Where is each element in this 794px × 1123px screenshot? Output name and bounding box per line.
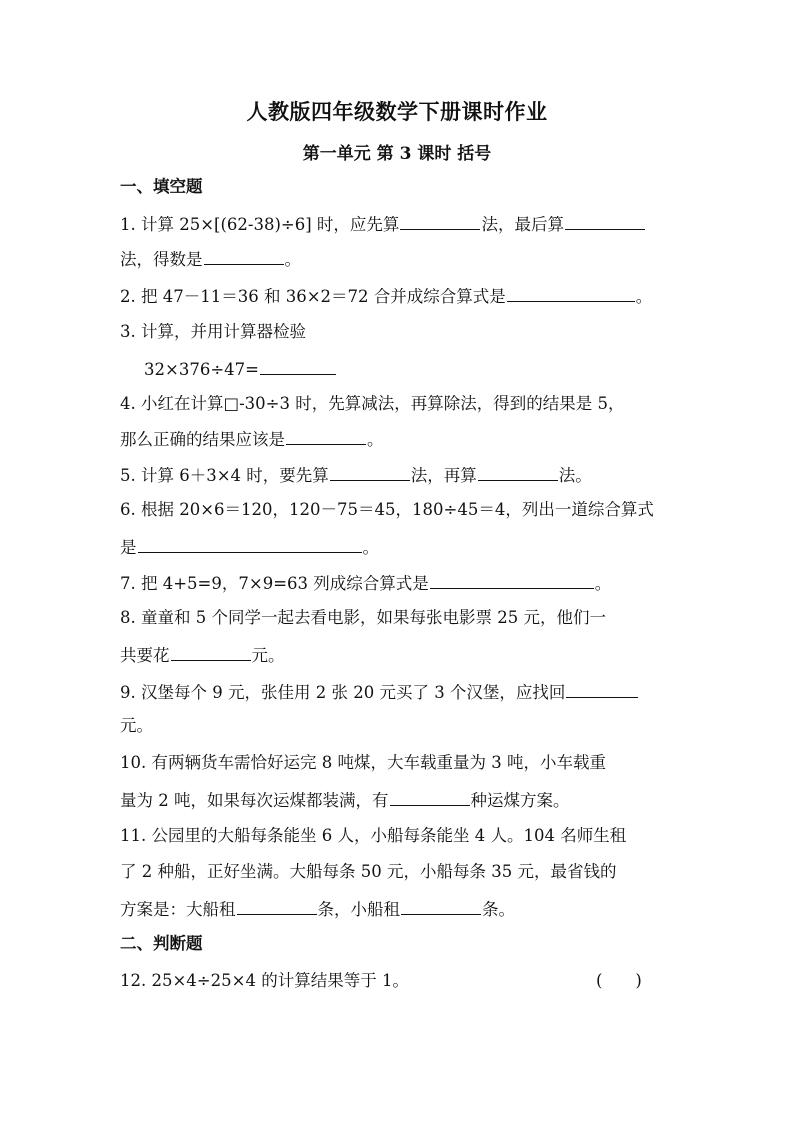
section-true-false: 二、判断题 xyxy=(120,934,203,953)
answer-blank[interactable] xyxy=(400,212,480,230)
question-5-text-a: 5. 计算 6＋3×4 时，要先算 xyxy=(120,466,329,485)
answer-blank[interactable] xyxy=(260,357,336,375)
question-4-text-a: 4. 小红在计算□-30÷3 时，先算减法，再算除法，得到的结果是 5， xyxy=(120,394,625,413)
question-3-line-2 xyxy=(144,357,337,381)
question-11-line-2 xyxy=(120,861,616,883)
question-6-line-1 xyxy=(120,499,654,521)
question-6-line-2 xyxy=(120,535,379,559)
question-8-line-2 xyxy=(120,643,285,667)
answer-blank[interactable] xyxy=(566,680,638,698)
question-8-line-1 xyxy=(120,607,606,629)
question-10-text-c: 种运煤方案。 xyxy=(470,791,570,810)
question-4-line-1 xyxy=(120,393,624,415)
question-5-text-b: 法，再算 xyxy=(410,466,477,485)
question-11-text-b: 了 2 种船，正好坐满。大船每条 50 元，小船每条 35 元，最省钱的 xyxy=(120,862,617,881)
question-11-text-c: 方案是：大船租 xyxy=(120,900,236,919)
question-11-line-1 xyxy=(120,825,626,847)
answer-blank[interactable] xyxy=(286,427,366,445)
answer-blank[interactable] xyxy=(478,463,558,481)
answer-blank[interactable] xyxy=(430,571,594,589)
question-9-text-a: 9. 汉堡每个 9 元，张佳用 2 张 20 元买了 3 个汉堡，应找回 xyxy=(120,683,566,702)
question-1-text-a: 1. 计算 25×[(62-38)÷6] 时，应先算 xyxy=(120,215,400,234)
question-6-text-b: 是 xyxy=(120,538,137,557)
answer-parentheses[interactable]: ( ) xyxy=(596,971,642,990)
question-11-text-a: 11. 公园里的大船每条能坐 6 人，小船每条能坐 4 人。104 名师生租 xyxy=(120,826,627,845)
question-1-text-c: 法，得数是 xyxy=(120,250,203,269)
question-10-line-2 xyxy=(120,788,570,812)
question-1-line-1 xyxy=(120,212,646,236)
question-1-text-d: 。 xyxy=(284,250,301,269)
answer-blank[interactable] xyxy=(565,212,645,230)
question-6-text-c: 。 xyxy=(362,538,379,557)
question-8-text-b: 共要花 xyxy=(120,646,170,665)
question-1-text-b: 法，最后算 xyxy=(481,215,564,234)
question-1-line-2 xyxy=(120,247,301,271)
answer-blank[interactable] xyxy=(401,897,481,915)
question-3-text-a: 3. 计算，并用计算器检验 xyxy=(120,322,306,341)
question-5 xyxy=(120,463,592,487)
question-9-line-2 xyxy=(120,715,153,737)
question-7-text-b: 。 xyxy=(594,574,612,593)
answer-blank[interactable] xyxy=(390,788,470,806)
question-4-line-2 xyxy=(120,427,384,451)
question-8-text-a: 8. 童童和 5 个同学一起去看电影，如果每张电影票 25 元，他们一 xyxy=(120,608,606,627)
question-3-line-1 xyxy=(120,321,306,343)
question-10-text-b: 量为 2 吨，如果每次运煤都装满，有 xyxy=(120,791,389,810)
question-8-text-c: 元。 xyxy=(251,646,285,665)
question-9-text-b: 元。 xyxy=(120,716,153,735)
question-9-line-1 xyxy=(120,680,639,704)
question-11-text-d: 条，小船租 xyxy=(317,900,400,919)
answer-blank[interactable] xyxy=(330,463,410,481)
page-subtitle: 第一单元 第 3 课时 括号 xyxy=(302,144,492,164)
question-2-text-a: 2. 把 47－11＝36 和 36×2＝72 合并成综合算式是 xyxy=(120,287,506,306)
question-2 xyxy=(120,284,652,308)
question-12 xyxy=(120,970,409,992)
question-11-line-3 xyxy=(120,897,515,921)
question-12-text-a: 12. 25×4÷25×4 的计算结果等于 1。 xyxy=(120,971,409,990)
question-11-text-e: 条。 xyxy=(482,900,515,919)
question-10-text-a: 10. 有两辆货车需恰好运完 8 吨煤，大车载重量为 3 吨，小车载重 xyxy=(120,753,606,772)
question-7 xyxy=(120,571,611,595)
question-6-text-a: 6. 根据 20×6＝120，120－75＝45，180÷45＝4，列出一道综合算式 xyxy=(120,500,654,519)
section-fill-in-blank: 一、填空题 xyxy=(120,177,203,196)
question-4-text-b: 那么正确的结果应该是 xyxy=(120,430,285,449)
question-5-text-c: 法。 xyxy=(558,466,592,485)
answer-blank[interactable] xyxy=(507,284,635,302)
question-10-line-1 xyxy=(120,752,606,774)
answer-blank[interactable] xyxy=(204,247,284,265)
answer-blank[interactable] xyxy=(237,897,317,915)
answer-blank[interactable] xyxy=(171,643,251,661)
question-2-text-b: 。 xyxy=(635,287,653,306)
answer-blank[interactable] xyxy=(138,535,362,553)
question-3-text-b: 32×376÷47= xyxy=(144,360,259,379)
question-7-text-a: 7. 把 4+5=9，7×9=63 列成综合算式是 xyxy=(120,574,429,593)
page-title: 人教版四年级数学下册课时作业 xyxy=(246,99,548,124)
question-4-text-c: 。 xyxy=(367,430,384,449)
